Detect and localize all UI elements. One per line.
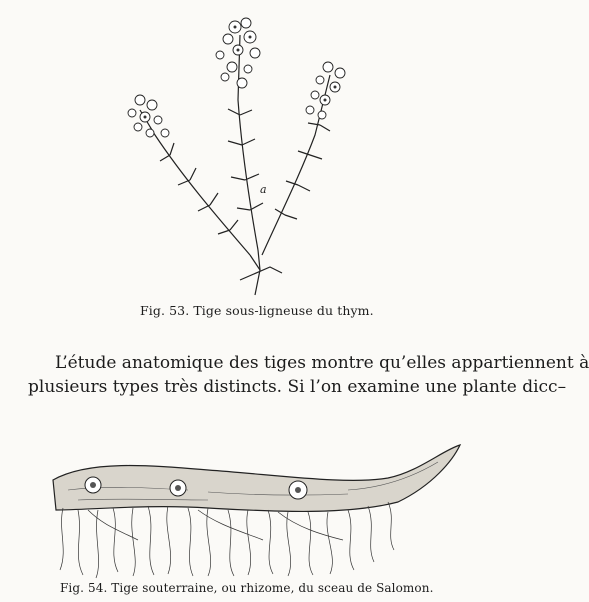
- figure-54-caption: Fig. 54. Tige souterraine, ou rhizome, du sceau de Salomon.: [60, 581, 434, 595]
- paragraph-line-2: plusieurs types très distincts. Si l’on examine une plante dicc–: [28, 377, 567, 397]
- paragraph-line-1: L’étude anatomique des tiges montre qu’elles appartiennent à: [55, 353, 589, 373]
- rhizome-illustration: [48, 440, 466, 580]
- thyme-illustration: [110, 5, 395, 300]
- figure-label-a: a: [260, 183, 267, 196]
- figure-53-caption: Fig. 53. Tige sous-ligneuse du thym.: [140, 303, 374, 318]
